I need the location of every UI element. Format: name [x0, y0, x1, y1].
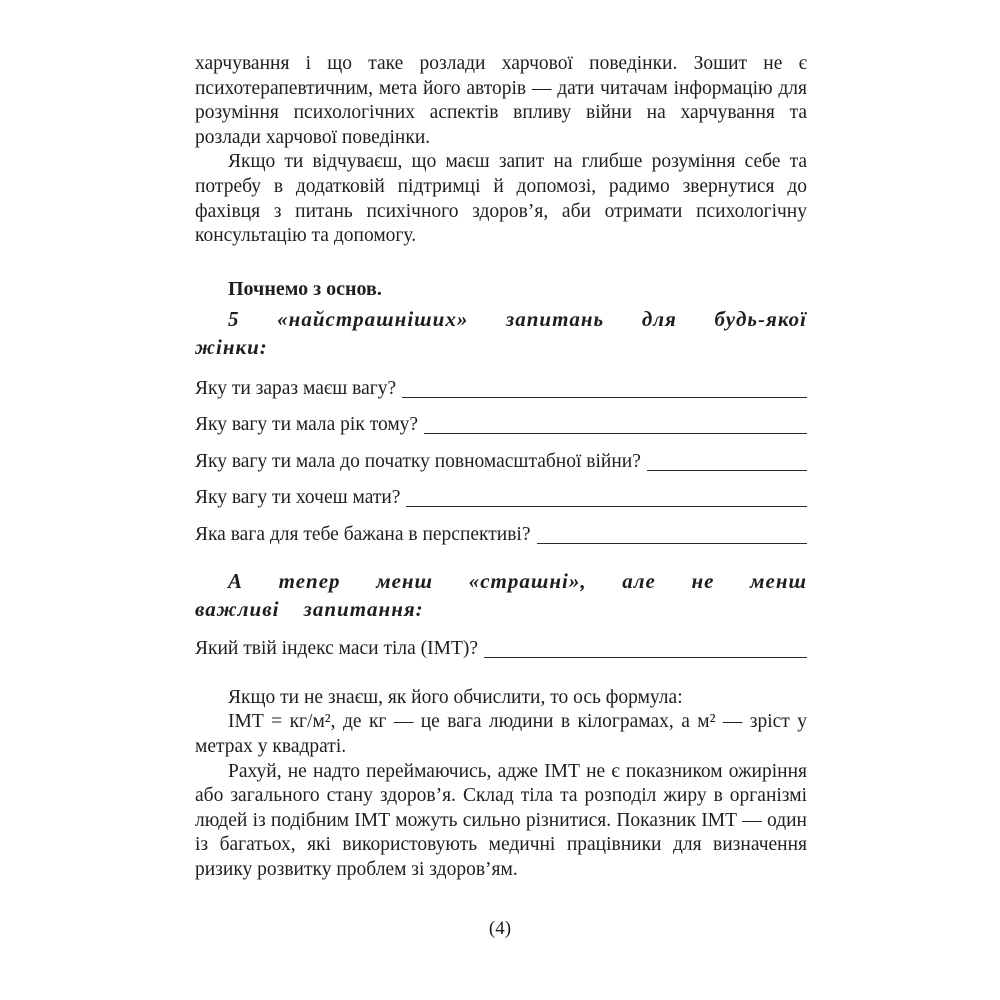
- page-content: [195, 52, 807, 883]
- scary-questions-list: [195, 376, 807, 547]
- paragraph-formula-intro: Якщо ти не знаєш, як його обчислити, то ось формула:: [228, 686, 683, 708]
- paragraph-formula: ІМТ = кг/м², де кг — це вага людини в кілограмах, а м² — зріст у метрах у квадраті.: [195, 711, 807, 757]
- paragraph-intro-2: Якщо ти відчуваєш, що маєш запит на глибше розуміння себе та потребу в додатковій підтримці й допомозі, радимо звернутися до фахівця з питань психічного здоров’я, аби отримати психологічну консультацію та допомогу.: [195, 151, 807, 247]
- heading-less-scary-questions: А тепер менш «страшні», але не менш важливі запитання:: [195, 568, 807, 621]
- paragraph-intro-1: харчування і що таке розлади харчової поведінки. Зошит не є психотерапевтичним, мета його авторів — дати читачам інформацію для розуміння психологічних аспектів впливу війни на харчування та розлади харчової поведінки.: [195, 53, 807, 148]
- question-text: Яку вагу ти хочеш мати?: [195, 487, 401, 509]
- heading-basics: Почнемо з основ.: [228, 277, 382, 300]
- question-text: Яку вагу ти мала рік тому?: [195, 414, 419, 436]
- fill-in-blank: [424, 433, 807, 434]
- question-row: [195, 449, 807, 474]
- page-number: (4): [488, 918, 512, 939]
- question-row-bmi: [195, 636, 807, 661]
- heading-scary-questions: 5 «найстрашніших» запитань для будь-якої жінки:: [195, 306, 807, 359]
- fill-in-blank: [484, 657, 807, 658]
- fill-in-blank: [647, 470, 807, 471]
- fill-in-blank: [406, 506, 807, 507]
- question-text: Яка вага для тебе бажана в перспективі?: [195, 523, 531, 545]
- question-row: [195, 522, 807, 547]
- question-text: Який твій індекс маси тіла (ІМТ)?: [195, 637, 479, 659]
- question-row: [195, 376, 807, 401]
- question-row: [195, 412, 807, 437]
- paragraph-bmi-note: Рахуй, не надто переймаючись, адже ІМТ не є показником ожиріння або загального стану здоров’я. Склад тіла та розподіл жиру в організмі людей із подібним ІМТ можуть сильно різнитися. Показник ІМТ — один із багатьох, які використовують медичні працівники для визначення ризику розвитку проблем зі здоров’ям.: [195, 760, 807, 880]
- fill-in-blank: [402, 397, 807, 398]
- question-row: [195, 485, 807, 510]
- question-text: Яку ти зараз маєш вагу?: [195, 377, 397, 399]
- question-text: Яку вагу ти мала до початку повномасштабної війни?: [195, 450, 641, 472]
- fill-in-blank: [537, 543, 807, 544]
